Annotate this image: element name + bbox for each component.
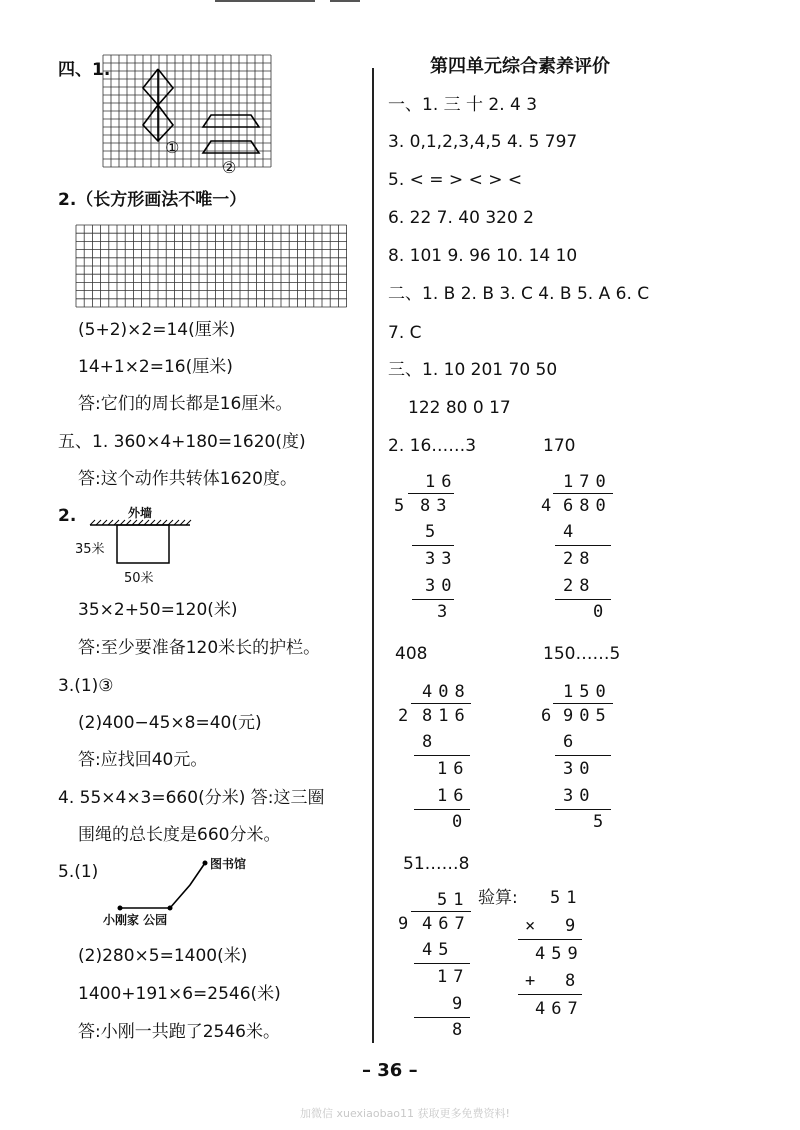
q5-5-label: 5.(1): [58, 862, 99, 882]
q4-1-label: 四、1.: [58, 60, 111, 80]
quotient: 51: [437, 890, 470, 910]
answer-row-10b: 170: [543, 436, 576, 456]
q5-5-answer: 答:小刚一共跑了2546米。: [78, 1022, 280, 1042]
check-p: 459: [535, 944, 584, 964]
step-2: 30: [563, 759, 596, 779]
answer-row-4: 6. 22 7. 40 320 2: [388, 208, 534, 228]
grid-figure-2: [76, 225, 356, 310]
section-title: 第四单元综合素养评价: [430, 56, 610, 77]
answer-row-11a: 408: [395, 644, 428, 664]
shape-1-marker: ①: [165, 138, 180, 157]
q5-4-line2: 围绳的总长度是660分米。: [78, 825, 281, 845]
step-3: 28: [563, 576, 596, 596]
answer-row-11b: 150……5: [543, 644, 621, 664]
check-a: 51: [550, 888, 583, 908]
dividend: 83: [420, 496, 453, 516]
step-2: 16: [437, 759, 470, 779]
q5-2-label: 2.: [58, 506, 77, 526]
q5-4-line1: 4. 55×4×3=660(分米) 答:这三圈: [58, 788, 325, 808]
top-rule-right: [330, 0, 360, 2]
step-2: 33: [425, 549, 458, 569]
dividend: 816: [422, 706, 471, 726]
step-1: 8: [422, 732, 433, 752]
wall-label: 外墙: [128, 506, 153, 520]
remainder: 3: [437, 602, 448, 622]
top-rule-left: [215, 0, 315, 2]
verification-label: 验算:: [478, 888, 518, 908]
rule-2: [555, 599, 611, 600]
check-sum: 467: [535, 999, 584, 1019]
q5-5-calc1: (2)280×5=1400(米): [78, 946, 248, 966]
shape-1: [143, 69, 173, 141]
divisor: 6: [541, 706, 552, 726]
rule-1: [414, 755, 470, 756]
q5-3-calc: (2)400−45×8=40(元): [78, 713, 262, 733]
step-3: 9: [452, 994, 463, 1014]
step-2: 28: [563, 549, 596, 569]
quotient: 150: [563, 682, 612, 702]
remainder: 0: [452, 812, 463, 832]
bracket-top: [553, 703, 613, 704]
rule-1: [414, 963, 470, 964]
rule-2: [414, 809, 470, 810]
step-1: 4: [563, 522, 574, 542]
q4-2-label: 2.（长方形画法不唯一）: [58, 190, 247, 210]
bottom-length-label: 50米: [124, 571, 154, 586]
answer-row-5: 8. 101 9. 96 10. 14 10: [388, 246, 578, 266]
answer-row-3: 5. < = > < > <: [388, 170, 523, 190]
dividend: 680: [563, 496, 612, 516]
q4-2-answer: 答:它们的周长都是16厘米。: [78, 394, 293, 414]
check-op2: +: [525, 971, 536, 991]
answer-row-6: 二、1. B 2. B 3. C 4. B 5. A 6. C: [388, 284, 650, 304]
rule-1: [412, 545, 454, 546]
divisor: 5: [394, 496, 405, 516]
divisor: 2: [398, 706, 409, 726]
rule-2: [555, 809, 611, 810]
remainder: 0: [593, 602, 604, 622]
q5-2-calc: 35×2+50=120(米): [78, 600, 238, 620]
step-1: 45: [422, 940, 455, 960]
check-rule-1: [518, 939, 582, 940]
q5-1-line1: 五、1. 360×4+180=1620(度): [58, 432, 306, 452]
grid-figure-1: [103, 55, 273, 170]
quotient: 16: [425, 472, 458, 492]
answer-row-2: 3. 0,1,2,3,4,5 4. 5 797: [388, 132, 578, 152]
q4-2-line2: 14+1×2=16(厘米): [78, 357, 233, 377]
q5-3-answer: 答:应找回40元。: [78, 750, 208, 770]
page-number: – 36 –: [362, 1060, 418, 1081]
rule-2: [412, 599, 454, 600]
answer-row-8: 三、1. 10 201 70 50: [388, 360, 558, 380]
answer-row-12a: 51……8: [403, 854, 470, 874]
home-park-label: 小刚家 公园: [103, 913, 168, 927]
answer-row-1: 一、1. 三 十 2. 4 3: [388, 95, 538, 115]
bracket-top: [411, 703, 471, 704]
divisor: 4: [541, 496, 552, 516]
side-length-label: 35米: [75, 542, 105, 557]
quotient: 408: [422, 682, 471, 702]
q4-2-line1: (5+2)×2=14(厘米): [78, 320, 236, 340]
q5-3-label: 3.(1)③: [58, 676, 114, 696]
bracket-top: [411, 911, 471, 912]
rule-1: [555, 755, 611, 756]
library-label: 图书馆: [210, 857, 247, 871]
check-rule-2: [518, 994, 582, 995]
step-1: 6: [563, 732, 574, 752]
bracket-top: [553, 493, 613, 494]
step-1: 5: [425, 522, 436, 542]
remainder: 8: [452, 1020, 463, 1040]
quotient: 170: [563, 472, 612, 492]
step-2: 17: [437, 967, 470, 987]
shape-2-marker: ②: [222, 158, 237, 177]
dividend: 467: [422, 914, 471, 934]
answer-row-10a: 2. 16……3: [388, 436, 477, 456]
dividend: 905: [563, 706, 612, 726]
answer-row-7: 7. C: [388, 323, 422, 343]
check-b: 9: [565, 916, 576, 936]
check-op1: ×: [525, 916, 536, 936]
q5-2-answer: 答:至少要准备120米长的护栏。: [78, 638, 321, 658]
q5-1-answer: 答:这个动作共转体1620度。: [78, 469, 297, 489]
divisor: 9: [398, 914, 409, 934]
column-divider: [372, 68, 374, 1043]
step-3: 30: [425, 576, 458, 596]
watermark: 加微信 xuexiaobao11 获取更多免费资料!: [300, 1107, 510, 1120]
q5-5-calc2: 1400+191×6=2546(米): [78, 984, 281, 1004]
rule-1: [555, 545, 611, 546]
step-3: 16: [437, 786, 470, 806]
remainder: 5: [593, 812, 604, 832]
rule-2: [414, 1017, 470, 1018]
answer-row-9: 122 80 0 17: [408, 398, 511, 418]
step-3: 30: [563, 786, 596, 806]
check-c: 8: [565, 971, 576, 991]
bracket-top: [408, 493, 454, 494]
